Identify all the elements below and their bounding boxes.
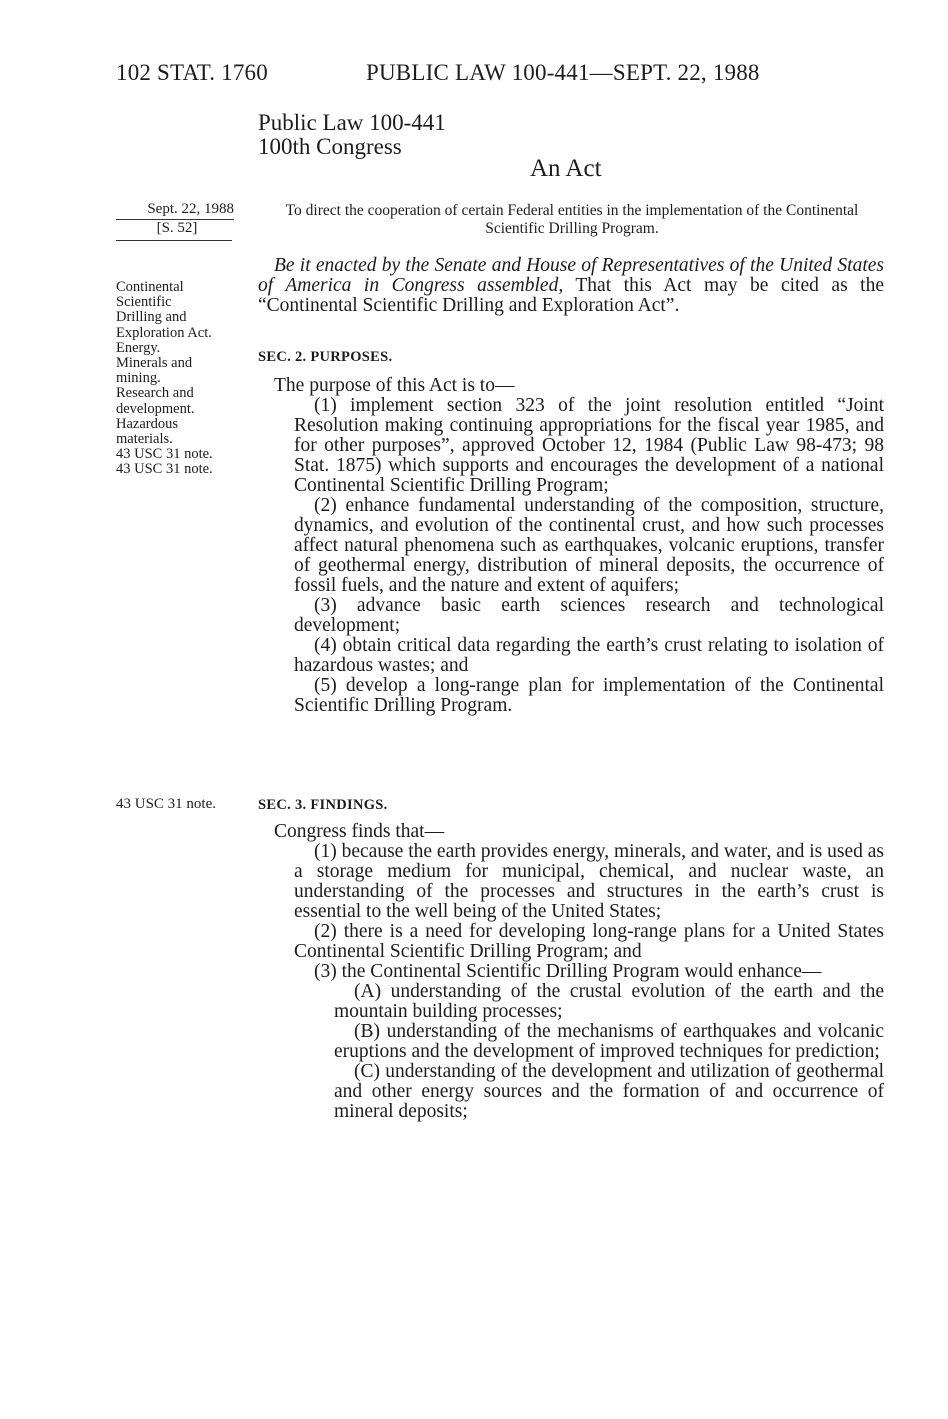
margin-date: Sept. 22, 1988 <box>116 202 234 220</box>
section-3-lead: Congress finds that— <box>274 821 445 842</box>
purpose-item: (3) advance basic earth sciences research and technological development; <box>294 595 884 636</box>
finding-item: (1) because the earth provides energy, minerals, and water, and is used as a storage medium for municipal, chemical, and nuclear waste, an understanding of the processes and structures in the earth’s crust is essential to the well being of the United States; <box>294 841 884 922</box>
section-3-heading: SEC. 3. FINDINGS. <box>258 797 388 813</box>
margin-topic: Scientific <box>116 294 172 311</box>
margin-topic: 43 USC 31 note. <box>116 446 213 463</box>
margin-topic: Research and <box>116 385 194 402</box>
margin-topic: mining. <box>116 370 161 387</box>
congress-number: 100th Congress <box>258 134 402 159</box>
margin-topic: Minerals and <box>116 355 193 372</box>
finding-subitem: (B) understanding of the mechanisms of earthquakes and volcanic eruptions and the development of improved techniques for prediction; <box>334 1021 884 1062</box>
section-2-body <box>258 376 884 716</box>
section-2-heading: SEC. 2. PURPOSES. <box>258 349 393 365</box>
margin-topic: Exploration Act. <box>116 324 212 341</box>
section-3-body <box>258 822 884 1122</box>
margin-divider <box>116 240 232 241</box>
page-number: 102 STAT. 1760 <box>116 60 268 85</box>
enacting-formula: Be it enacted by the Senate and House of Representatives of the United States of America in Congress assembled, <box>258 255 884 296</box>
purpose-item: (2) enhance fundamental understanding of the composition, structure, dynamics, and evolution of the continental crust, and how such processes affect natural phenomena such as earthquakes, volcanic eruptions, transfer of geothermal energy, distribution of mineral deposits, the occurrence of fossil fuels, and the nature and extent of aquifers; <box>294 495 884 596</box>
margin-bill-number: [S. 52] <box>156 220 198 236</box>
finding-subitem: (C) understanding of the development and utilization of geothermal and other energy sources and the formation of and occurrence of mineral deposits; <box>334 1061 884 1122</box>
finding-subitem: (A) understanding of the crustal evolution of the earth and the mountain building processes; <box>334 981 884 1022</box>
purpose-item: (5) develop a long-range plan for implementation of the Continental Scientific Drilling Program. <box>294 675 884 716</box>
margin-topic: 43 USC 31 note. <box>116 461 213 478</box>
section-2-lead: The purpose of this Act is to— <box>274 375 515 396</box>
finding-item: (2) there is a need for developing long-range plans for a United States Continental Scientific Drilling Program; and <box>294 921 884 962</box>
running-title: PUBLIC LAW 100-441—SEPT. 22, 1988 <box>366 60 760 85</box>
purpose-item: (1) implement section 323 of the joint resolution entitled “Joint Resolution making continuing appropriations for the fiscal year 1985, and for other purposes”, approved October 12, 1984 (Public Law 98-473; 98 Stat. 1875) which supports and encourages the development of a national Continental Scientific Drilling Program; <box>294 395 884 496</box>
margin-topic: Energy. <box>116 339 161 356</box>
margin-topic: Hazardous <box>116 415 179 432</box>
purpose-item: (4) obtain critical data regarding the earth’s crust relating to isolation of hazardous wastes; and <box>294 635 884 676</box>
short-title-text: That this Act may be cited as the “Continental Scientific Drilling and Exploration Act”. <box>258 275 885 316</box>
finding-item: (3) the Continental Scientific Drilling Program would enhance— <box>314 961 822 982</box>
margin-topic: development. <box>116 400 195 417</box>
enacting-clause <box>258 256 884 316</box>
public-law-number: Public Law 100-441 <box>258 110 446 135</box>
act-heading: An Act <box>530 155 602 182</box>
margin-topic: materials. <box>116 431 173 448</box>
margin-topics <box>116 280 240 478</box>
margin-topic: Drilling and <box>116 309 187 326</box>
margin-citation-sec3: 43 USC 31 note. <box>116 796 217 812</box>
margin-topic: Continental <box>116 279 184 295</box>
purpose-statement: To direct the cooperation of certain Federal entities in the implementation of the Continental Scientific Drilling Program. <box>285 202 859 237</box>
